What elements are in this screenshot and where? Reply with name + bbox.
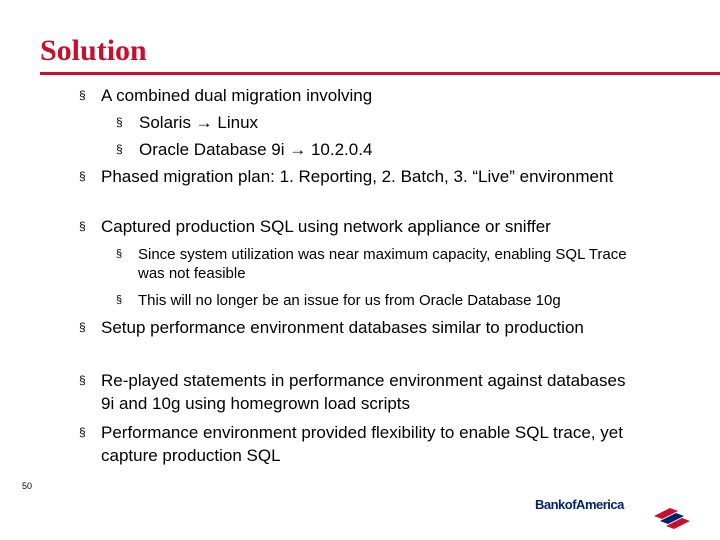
bullet-marker: §: [79, 88, 86, 102]
bullet-text: Oracle Database 9i → 10.2.0.4: [139, 140, 373, 159]
bullet-item: [116, 291, 668, 310]
flag-icon: [652, 506, 692, 530]
bullet-item: [79, 165, 621, 188]
bullet-text: Setup performance environment databases similar to production: [101, 318, 584, 337]
bullet-item: [79, 316, 591, 339]
bullet-item: [116, 138, 659, 161]
title-underline: [40, 72, 720, 75]
bullet-marker: §: [79, 320, 86, 334]
bullet-text: This will no longer be an issue for us from Oracle Database 10g: [138, 292, 561, 309]
logo-wordmark: BankofAmerica: [535, 497, 624, 512]
bullet-text: Phased migration plan: 1. Reporting, 2. Batch, 3. “Live” environment: [101, 167, 614, 186]
slide-title: Solution: [40, 34, 147, 67]
bullet-item: [79, 421, 641, 467]
bullet-item: [79, 84, 661, 107]
bullet-marker: §: [79, 169, 86, 183]
bullet-marker: §: [116, 294, 123, 306]
bullet-marker: §: [79, 219, 86, 233]
bullet-marker: §: [116, 115, 123, 129]
bullet-marker: §: [79, 425, 86, 439]
bullet-text: Re-played statements in performance environment against databases 9i and 10g using homegrown load scripts: [101, 371, 626, 413]
bank-of-america-logo: [535, 497, 700, 531]
bullet-item: [116, 245, 648, 283]
bullet-text: Since system utilization was near maximum capacity, enabling SQL Trace was not feasible: [138, 246, 627, 282]
bullet-text: Performance environment provided flexibility to enable SQL trace, yet capture production SQL: [101, 423, 623, 465]
bullet-item: [116, 111, 659, 134]
bullet-marker: §: [79, 373, 86, 387]
bullet-text: Solaris → Linux: [139, 113, 259, 132]
page-number: 50: [22, 481, 33, 491]
bullet-marker: §: [116, 248, 123, 260]
bullet-text: A combined dual migration involving: [101, 86, 373, 105]
bullet-marker: §: [116, 142, 123, 156]
bullet-item: [79, 369, 641, 415]
bullet-text: Captured production SQL using network appliance or sniffer: [101, 217, 551, 236]
bullet-item: [79, 215, 661, 238]
